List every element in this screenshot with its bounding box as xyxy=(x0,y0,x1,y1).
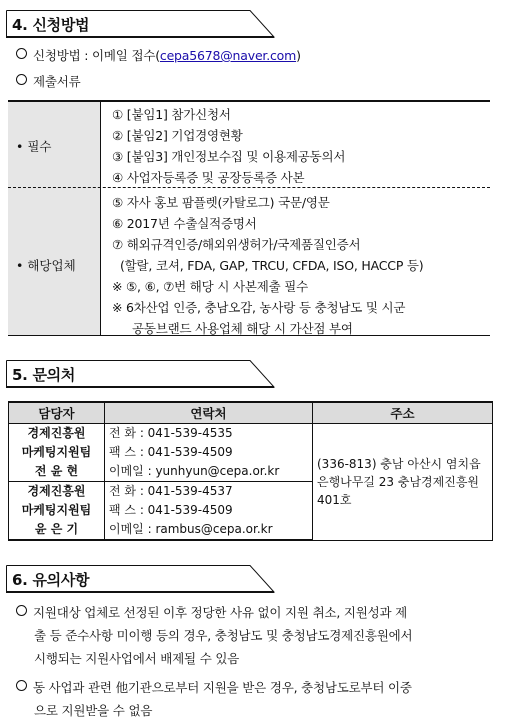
required-item: ① [붙임1] 참가신청서 xyxy=(112,107,231,122)
documents-label: 제출서류 xyxy=(33,74,81,89)
applicable-item: ⑤ 자사 홍보 팜플렛(카탈로그) 국문/영문 xyxy=(112,195,330,210)
circle-bullet-icon xyxy=(16,74,27,85)
fax-text: 팩 스 : 041-539-4509 xyxy=(109,445,233,459)
fax-text: 팩 스 : 041-539-4509 xyxy=(109,503,233,517)
header-contact: 연락처 xyxy=(105,402,313,424)
manager-dept: 마케팅지원팀 xyxy=(21,445,92,459)
notice-2 xyxy=(16,676,502,722)
applicable-item: ※ ⑤, ⑥, ⑦번 해당 시 사본제출 필수 xyxy=(112,279,309,294)
manager-dept: 마케팅지원팀 xyxy=(21,503,92,517)
required-item: ③ [붙임3] 개인정보수집 및 이용제공동의서 xyxy=(112,149,346,164)
address-cell xyxy=(313,424,493,541)
manager-org: 경제진흥원 xyxy=(27,484,86,498)
apply-method-label: 신청방법 : 이메일 접수( xyxy=(33,48,160,63)
phone-text: 전 화 : 041-539-4535 xyxy=(109,426,233,440)
header-address: 주소 xyxy=(313,402,493,424)
notice-2-line: 으로 지원받을 수 없음 xyxy=(34,703,153,718)
phone-text: 전 화 : 041-539-4537 xyxy=(109,484,233,498)
notice-1-text: 지원대상 업체로 선정된 이후 정당한 사유 없이 지원 취소, 지원성과 제 xyxy=(33,605,408,620)
notice-2-line xyxy=(16,676,502,699)
applicable-item: ⑦ 해외규격인증/해외위생허가/국제품질인증서 xyxy=(112,237,361,252)
apply-method-close: ) xyxy=(296,48,301,63)
applicable-item: (할랄, 코셔, FDA, GAP, TRCU, CFDA, ISO, HACCP 등) xyxy=(120,258,424,273)
contact-cell xyxy=(105,482,313,541)
apply-email-link[interactable]: cepa5678@naver.com xyxy=(159,48,297,63)
notice-1 xyxy=(16,601,502,670)
contact-header-row xyxy=(9,402,493,424)
required-item: ② [붙임2] 기업경영현황 xyxy=(112,128,243,143)
contact-table xyxy=(8,401,493,541)
header-manager: 담당자 xyxy=(9,402,105,424)
applicable-item: ⑥ 2017년 수출실적증명서 xyxy=(112,216,257,231)
manager-name: 전 윤 현 xyxy=(34,464,79,478)
table-column-divider xyxy=(100,100,101,336)
section-5-title: 5. 문의처 xyxy=(12,366,76,384)
email-text[interactable]: 이메일 : yunhyun@cepa.or.kr xyxy=(109,464,280,478)
applicable-item: ※ 6차산업 인증, 충남오감, 농사랑 등 충청남도 및 시군 xyxy=(112,300,406,315)
section-5-header xyxy=(6,360,274,387)
section-6-header xyxy=(6,565,274,592)
manager-cell xyxy=(9,424,105,482)
address-text: (336-813) 충남 아산시 염치읍 은행나무길 23 충남경제진흥원 401호 xyxy=(317,456,481,507)
contact-cell xyxy=(105,424,313,482)
section-6-title: 6. 유의사항 xyxy=(12,571,90,589)
circle-bullet-icon xyxy=(16,680,27,691)
documents-line xyxy=(16,72,81,90)
required-label: • 필수 xyxy=(16,139,52,154)
applicable-label: • 해당업체 xyxy=(16,258,76,273)
documents-table xyxy=(8,100,490,336)
apply-method-line xyxy=(16,46,301,64)
manager-org: 경제진흥원 xyxy=(27,426,86,440)
manager-name: 윤 은 기 xyxy=(34,522,79,536)
notice-1-line xyxy=(16,601,502,624)
section-4-title: 4. 신청방법 xyxy=(12,16,90,34)
table-mid-rule xyxy=(8,187,490,188)
required-item: ④ 사업자등록증 및 공장등록증 사본 xyxy=(112,170,305,185)
notice-2-text: 동 사업과 관련 他기관으로부터 지원을 받은 경우, 충청남도로부터 이중 xyxy=(33,680,412,695)
notice-1-line: 시행되는 지원사업에서 배제될 수 있음 xyxy=(34,651,240,666)
circle-bullet-icon xyxy=(16,48,27,59)
notice-1-line: 출 등 준수사항 미이행 등의 경우, 충청남도 및 충청남도경제진흥원에서 xyxy=(34,628,413,643)
applicable-item: 공동브랜드 사용업체 해당 시 가산점 부여 xyxy=(132,321,353,336)
section-4-header xyxy=(6,10,274,37)
email-text[interactable]: 이메일 : rambus@cepa.or.kr xyxy=(109,522,273,536)
table-row xyxy=(9,424,493,482)
manager-cell xyxy=(9,482,105,541)
circle-bullet-icon xyxy=(16,605,27,616)
table-top-rule xyxy=(8,100,490,102)
